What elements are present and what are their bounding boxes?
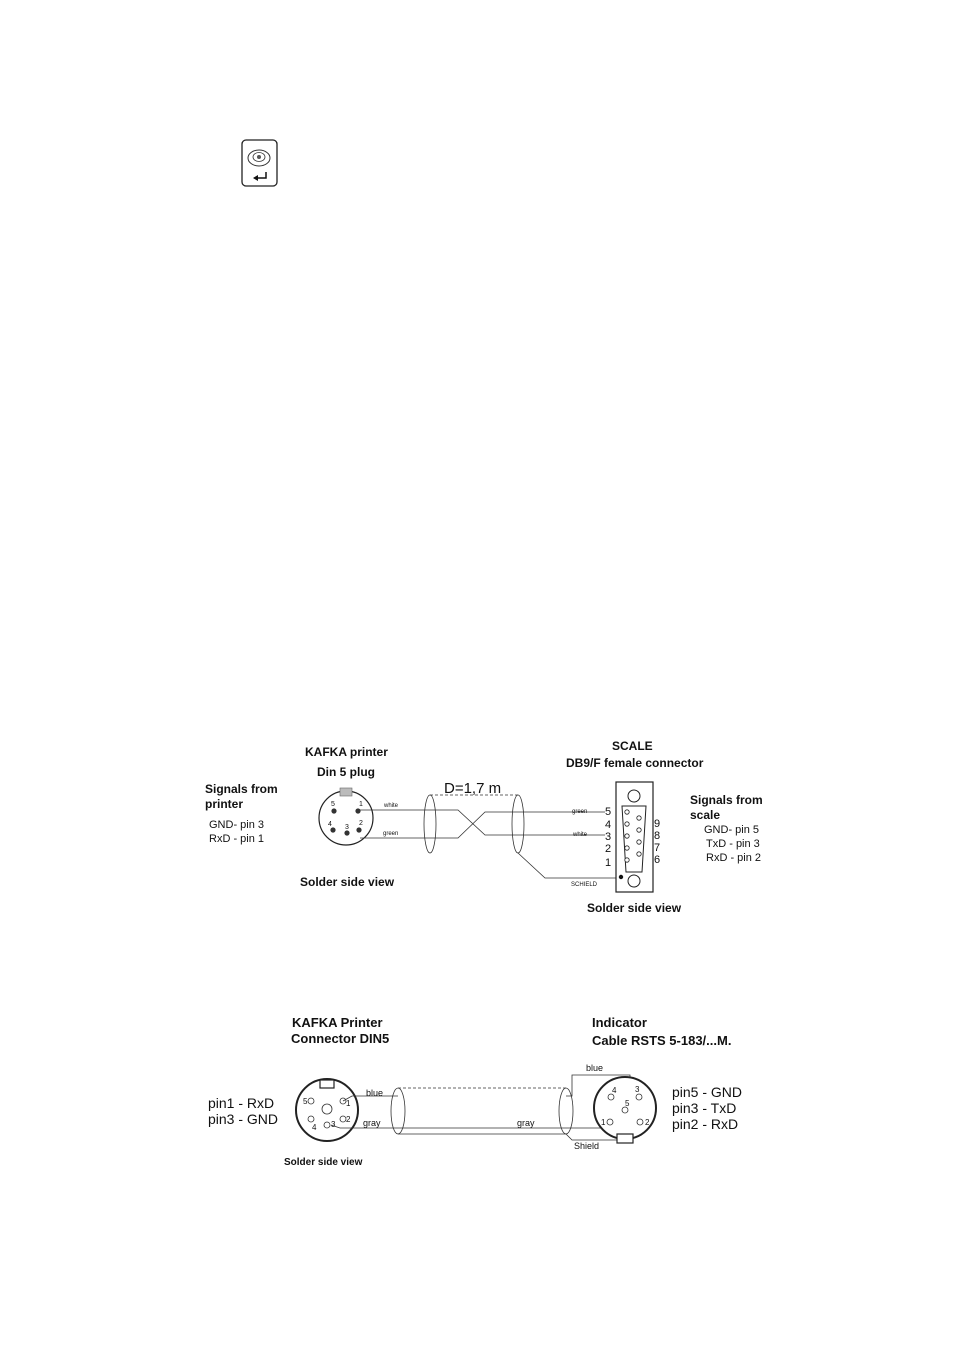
printer-signal-gnd: GND- pin 3 — [209, 819, 265, 831]
scale-signal-txd: TxD - pin 3 — [706, 838, 760, 850]
shield-label: SCHIELD — [571, 882, 598, 888]
din5-plug-label: Din 5 plug — [317, 765, 375, 779]
diagram-1 — [205, 739, 763, 915]
din-pin-2: 2 — [359, 820, 363, 827]
cable2-sheath-left — [391, 1088, 405, 1134]
db9-pin-4: 4 — [605, 819, 612, 831]
connector-din5-label: Connector DIN5 — [291, 1031, 390, 1046]
db9-pin-6: 6 — [654, 854, 661, 866]
indicator-cable-label: Cable RSTS 5-183/...M. — [592, 1033, 732, 1048]
left-din-pin-1: 1 — [346, 1099, 351, 1108]
printer-pin1-rxd: pin1 - RxD — [208, 1095, 275, 1111]
wire-label-gray-right: gray — [517, 1118, 535, 1128]
din5-plug — [319, 788, 373, 845]
wire-label-green-right: green — [572, 809, 588, 815]
indicator-pin5-gnd: pin5 - GND — [672, 1084, 743, 1100]
shield-label-2: Shield — [574, 1141, 600, 1151]
cable-sheath-left — [424, 795, 436, 853]
kafka-printer-title: KAFKA printer — [305, 745, 388, 759]
din-pin-3: 3 — [345, 824, 349, 831]
cable2-sheath-right — [559, 1088, 573, 1134]
solder-side-view-2: Solder side view — [284, 1157, 363, 1168]
db9-pin-8: 8 — [654, 830, 661, 842]
scale-signal-rxd: RxD - pin 2 — [706, 852, 762, 864]
left-din-pin-3: 3 — [331, 1120, 336, 1129]
wire-label-green-left: green — [383, 831, 399, 837]
din-pin-1: 1 — [359, 801, 363, 808]
wire-label-white-right: white — [573, 832, 588, 838]
enter-key-icon — [242, 140, 277, 186]
db9-connector-label: DB9/F female connector — [566, 756, 704, 770]
db9-pin-7: 7 — [654, 842, 661, 854]
scale-signals-title-1: Signals from — [690, 793, 763, 807]
right-din-pin-4: 4 — [612, 1086, 617, 1095]
indicator-pin3-txd: pin3 - TxD — [672, 1100, 737, 1116]
printer-signal-rxd: RxD - pin 1 — [209, 833, 265, 845]
right-din-pin-2: 2 — [645, 1118, 650, 1127]
db9-connector — [605, 782, 660, 892]
shield-wire — [518, 853, 616, 878]
indicator-pin2-rxd: pin2 - RxD — [672, 1116, 739, 1132]
printer-pin3-gnd: pin3 - GND — [208, 1111, 279, 1127]
db9-pin-5: 5 — [605, 806, 612, 818]
right-din-pin-3: 3 — [635, 1085, 640, 1094]
db9-pin-2: 2 — [605, 843, 612, 855]
wire-label-white-left: white — [384, 803, 399, 809]
din-solder-side-view: Solder side view — [300, 875, 395, 889]
wire-label-gray-left: gray — [363, 1118, 381, 1128]
printer-din5-connector — [296, 1079, 358, 1141]
din-pin-4: 4 — [328, 821, 332, 828]
scale-signal-gnd: GND- pin 5 — [704, 824, 760, 836]
wire-label-blue-right: blue — [586, 1063, 604, 1073]
cable-sheath-right — [512, 795, 524, 853]
right-din-pin-5: 5 — [625, 1099, 630, 1108]
left-din-pin-5: 5 — [303, 1097, 308, 1106]
kafka-printer-title-2: KAFKA Printer — [292, 1015, 383, 1030]
db9-pin-9: 9 — [654, 818, 661, 830]
left-din-pin-4: 4 — [312, 1123, 317, 1132]
diagram-2 — [208, 1015, 742, 1168]
scale-title: SCALE — [612, 739, 653, 753]
db9-solder-side-view: Solder side view — [587, 901, 682, 915]
wire-label-blue-left: blue — [366, 1088, 384, 1098]
db9-pin-3: 3 — [605, 831, 612, 843]
indicator-din5-connector — [594, 1077, 656, 1143]
printer-signals-title-1: Signals from — [205, 782, 278, 796]
left-din-pin-2: 2 — [346, 1115, 351, 1124]
right-din-pin-1: 1 — [601, 1118, 606, 1127]
scale-signals-title-2: scale — [690, 808, 721, 822]
db9-pin-1: 1 — [605, 857, 612, 869]
cable-length-label: D=1,7 m — [444, 780, 502, 797]
indicator-title: Indicator — [592, 1015, 647, 1030]
din-pin-5: 5 — [331, 801, 335, 808]
printer-signals-title-2: printer — [205, 797, 244, 811]
